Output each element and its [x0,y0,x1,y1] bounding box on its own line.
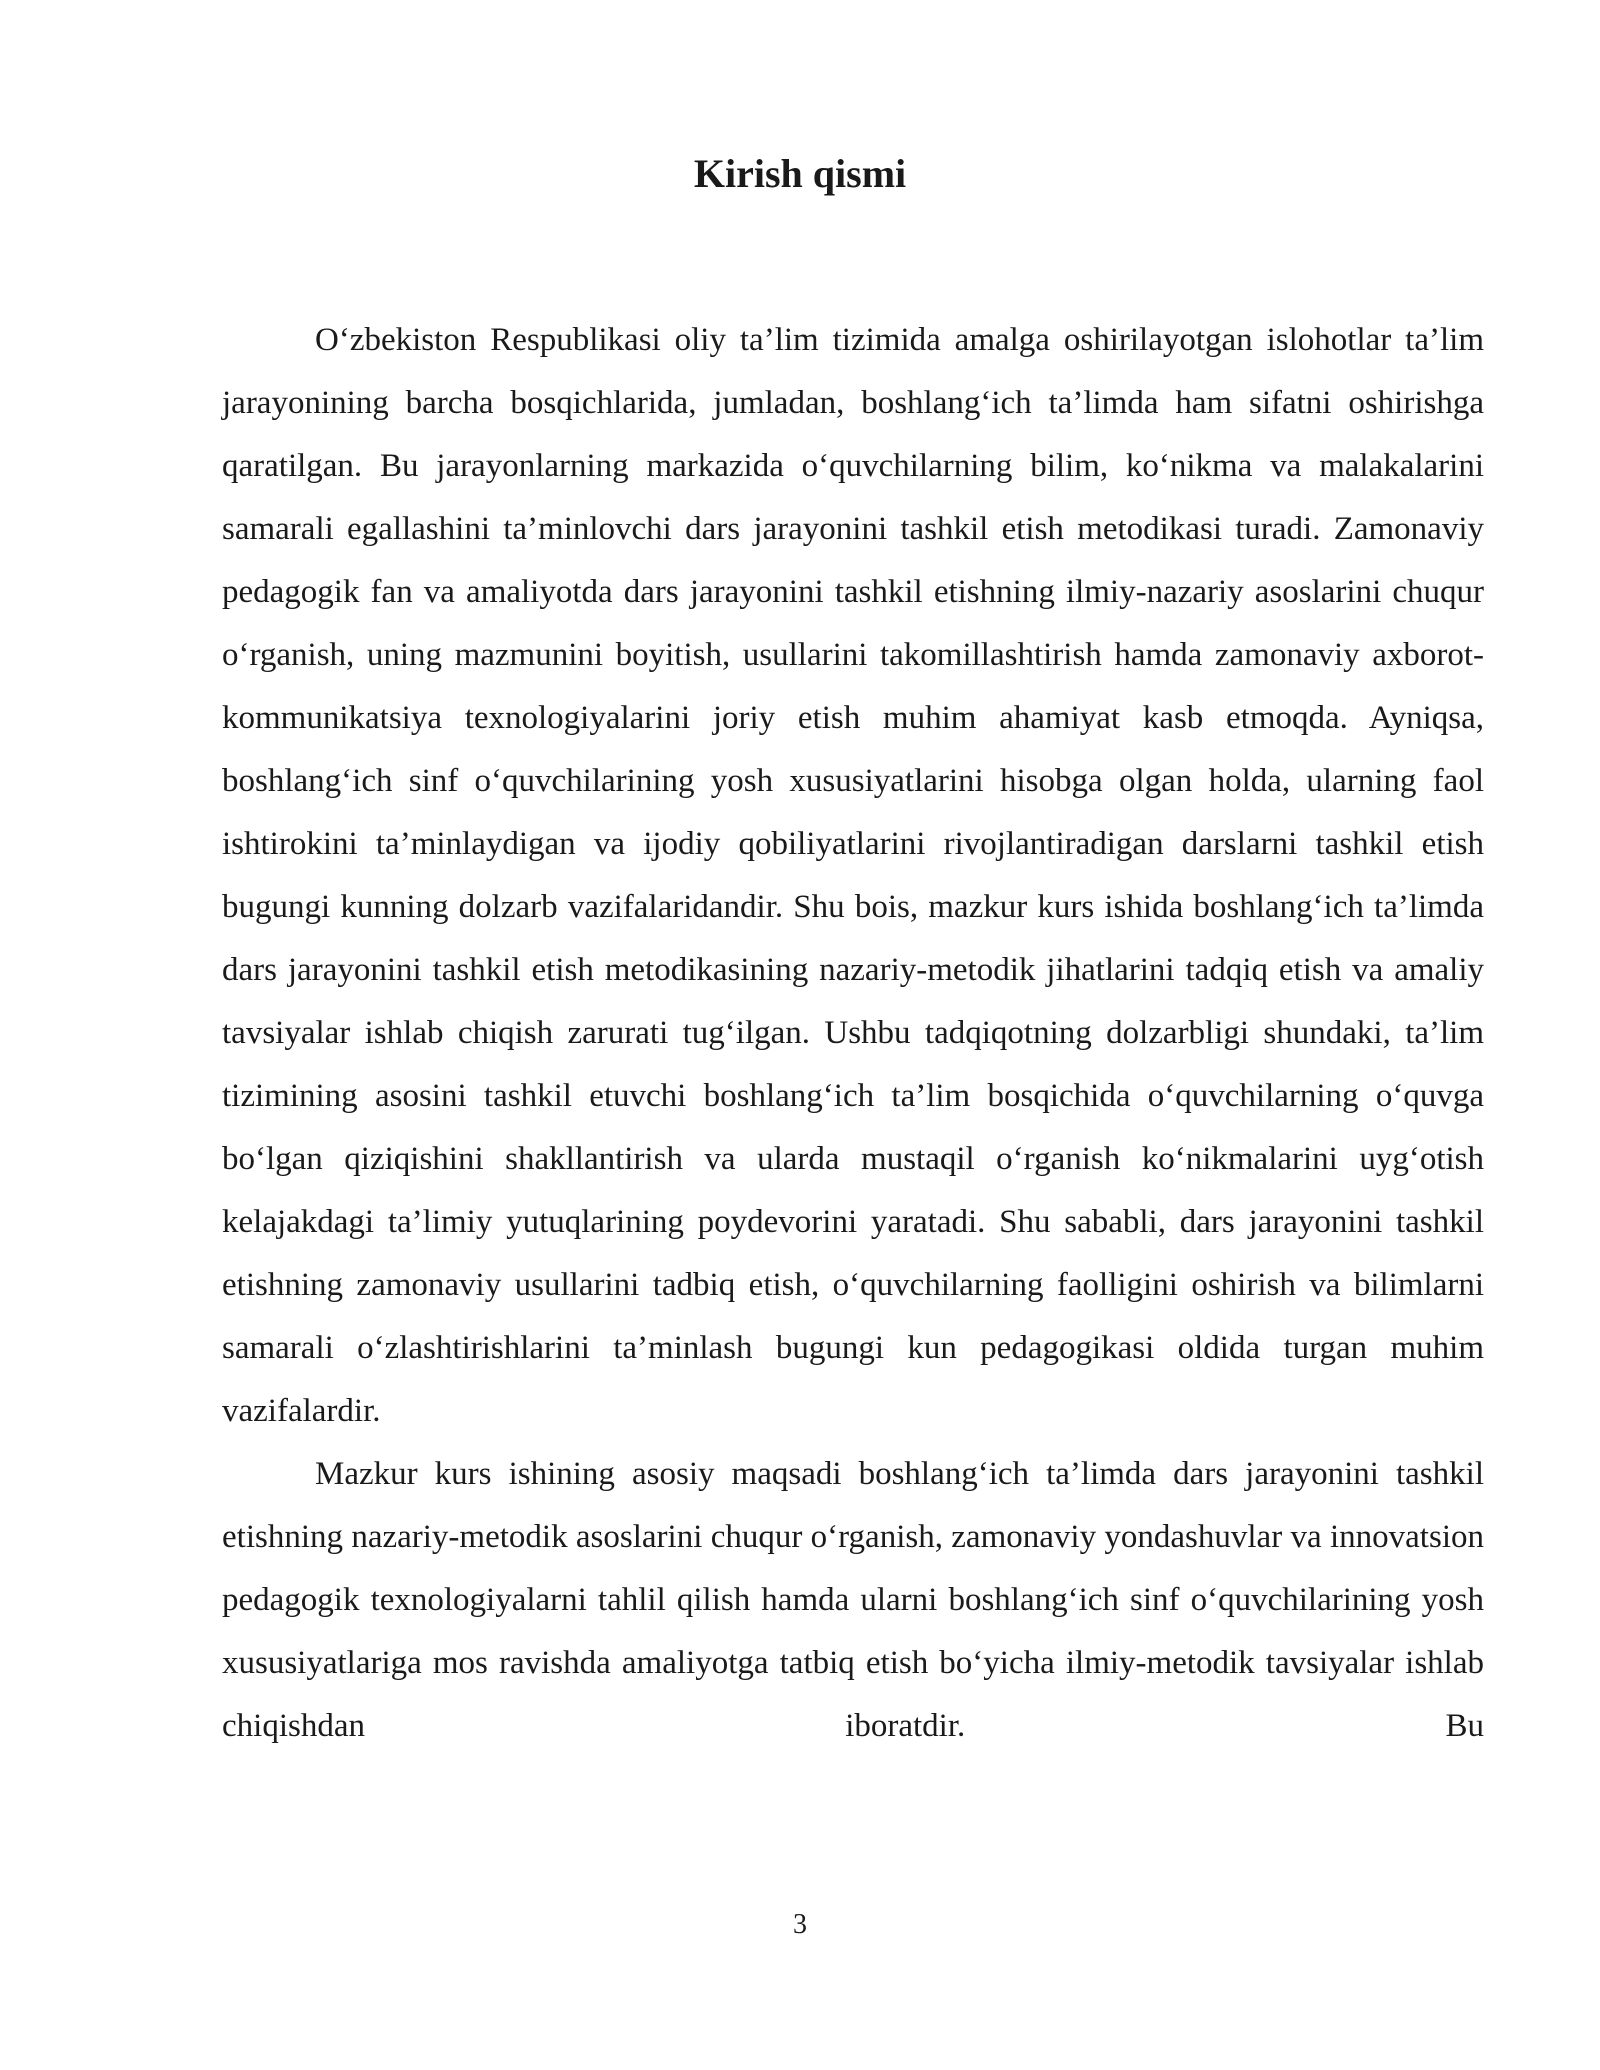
paragraph-1: O‘zbekiston Respublikasi oliy ta’lim tizimida amalga oshirilayotgan islohotlar ta’lim jarayonining barcha bosqichlarida, jumladan, boshlang‘ich ta’limda ham sifatni oshirishga qaratilgan. Bu jarayonlarning markazida o‘quvchilarning bilim, ko‘nikma va malakalarini samarali egallashini ta’minlovchi dars jarayonini tashkil etish metodikasi turadi. Zamonaviy pedagogik fan va amaliyotda dars jarayonini tashkil etishning ilmiy-nazariy asoslarini chuqur o‘rganish, uning mazmunini boyitish, usullarini takomillashtirish hamda zamonaviy axborot-kommunikatsiya texnologiyalarini joriy etish muhim ahamiyat kasb etmoqda. Ayniqsa, boshlang‘ich sinf o‘quvchilarining yosh xususiyatlarini hisobga olgan holda, ularning faol ishtirokini ta’minlaydigan va ijodiy qobiliyatlarini rivojlantiradigan darslarni tashkil etish bugungi kunning dolzarb vazifalaridandir. Shu bois, mazkur kurs ishida boshlang‘ich ta’limda dars jarayonini tashkil etish metodikasining nazariy-metodik jihatlarini tadqiq etish va amaliy tavsiyalar ishlab chiqish zarurati tug‘ilgan. Ushbu tadqiqotning dolzarbligi shundaki, ta’lim tizimining asosini tashkil etuvchi boshlang‘ich ta’lim bosqichida o‘quvchilarning o‘quvga bo‘lgan qiziqishini shakllantirish va ularda mustaqil o‘rganish ko‘nikmalarini uyg‘otish kelajakdagi ta’limiy yutuqlarining poydevorini yaratadi. Shu sababli, dars jarayonini tashkil etishning zamonaviy usullarini tadbiq etish, o‘quvchilarning faolligini oshirish va bilimlarni samarali o‘zlashtirishlarini ta’minlash bugungi kun pedagogikasi oldida turgan muhim vazifalardir. [222,322,1484,1429]
page-number: 3 [793,1909,807,1940]
paragraph-2: Mazkur kurs ishining asosiy maqsadi boshlang‘ich ta’limda dars jarayonini tashkil etishning nazariy-metodik asoslarini chuqur o‘rganish, zamonaviy yondashuvlar va innovatsion pedagogik texnologiyalarni tahlil qilish hamda ularni boshlang‘ich sinf o‘quvchilarining yosh xususiyatlariga mos ravishda amaliyotga tatbiq etish bo‘yicha ilmiy-metodik tavsiyalar ishlab chiqishdan iboratdir. Bu [222,1456,1484,1744]
body-text [222,309,1484,1758]
page-title: Kirish qismi [693,151,907,196]
